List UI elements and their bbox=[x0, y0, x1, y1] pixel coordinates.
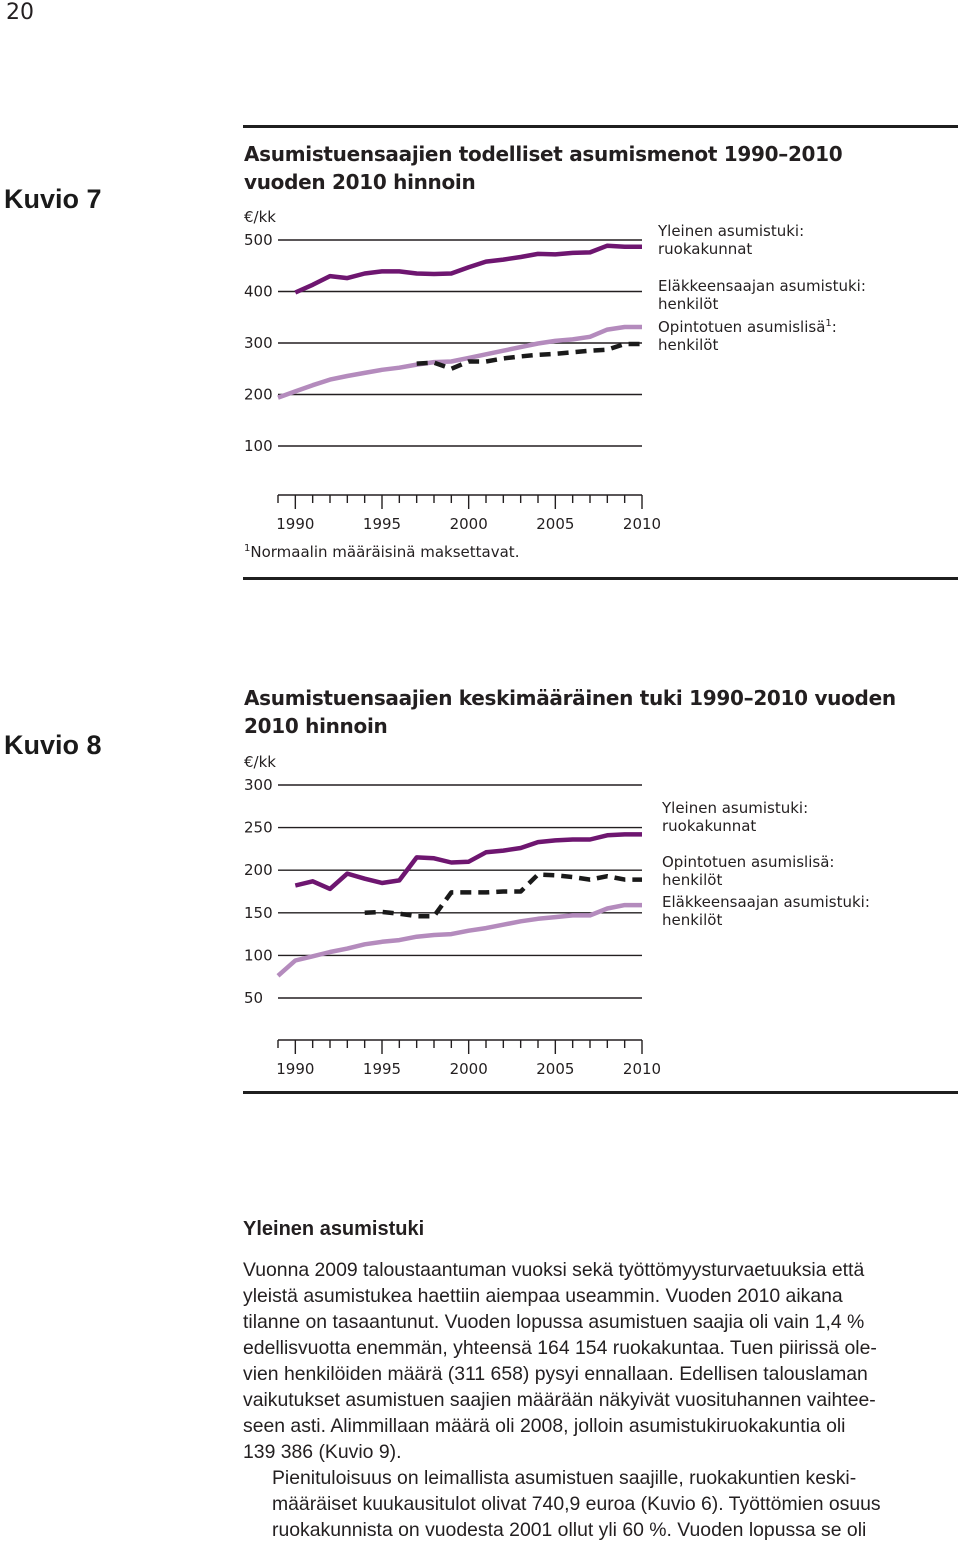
kuvio7-legend-elake-line2: henkilöt bbox=[658, 295, 719, 313]
footnote-marker: 1 bbox=[244, 543, 251, 554]
kuvio8-legend-elake-line2: henkilöt bbox=[662, 911, 723, 929]
y-tick-label: 200 bbox=[244, 861, 273, 880]
x-tick-label: 1990 bbox=[276, 515, 315, 533]
kuvio7-legend-elake-line1: Eläkkeensaajan asumistuki: bbox=[658, 277, 866, 295]
y-tick-label: 100 bbox=[244, 946, 273, 965]
kuvio7-legend-yleinen-line2: ruokakunnat bbox=[658, 240, 753, 258]
kuvio7-legend-opinto-line2: henkilöt bbox=[658, 336, 719, 354]
body-line: ruokakunnista on vuodesta 2001 ollut yli 60 %. Vuoden lopussa se oli bbox=[272, 1519, 867, 1541]
x-tick-label: 2010 bbox=[622, 1060, 662, 1078]
kuvio8-y-unit-label: €/kk bbox=[244, 753, 276, 771]
y-tick-label: 500 bbox=[244, 231, 273, 249]
body-line: vaikutukset asumistuen saajien määrään näkyivät vuosituhannen vaihtee- bbox=[243, 1389, 876, 1411]
kuvio8-x-axis bbox=[276, 1040, 661, 1078]
body-paragraph-2 bbox=[243, 1465, 943, 1543]
kuvio8-label: Kuvio 8 bbox=[4, 730, 102, 760]
y-tick-label: 300 bbox=[244, 334, 273, 352]
body-line: vien henkilöiden määrä (311 658) pysyi ennallaan. Edellisen talouslaman bbox=[243, 1363, 868, 1385]
footnote-text: Normaalin määräisinä maksettavat. bbox=[250, 543, 520, 561]
body-line: yleistä asumistukea haettiin aiempaa useammin. Vuoden 2010 aikana bbox=[243, 1285, 843, 1307]
kuvio8-legend-opinto-line2: henkilöt bbox=[662, 871, 723, 889]
kuvio8-bottom-rule bbox=[243, 1091, 958, 1094]
body-line: edellisvuotta enemmän, yhteensä 164 154 ruokakuntaa. Tuen piirissä ole- bbox=[243, 1337, 877, 1359]
kuvio8-title-line2: 2010 hinnoin bbox=[244, 714, 388, 738]
y-tick-label: 250 bbox=[244, 818, 273, 837]
page-number: 20 bbox=[6, 0, 34, 25]
y-tick-label: 50 bbox=[244, 989, 264, 1007]
kuvio7-title-line2: vuoden 2010 hinnoin bbox=[244, 170, 476, 194]
x-tick-label: 2000 bbox=[449, 1060, 488, 1078]
y-tick-label: 200 bbox=[244, 385, 273, 404]
x-tick-label: 2005 bbox=[536, 515, 575, 533]
x-tick-label: 1995 bbox=[362, 515, 402, 533]
kuvio8-legend-opinto-line1: Opintotuen asumislisä: bbox=[662, 853, 835, 871]
kuvio8-legend bbox=[661, 799, 870, 929]
kuvio8-legend-yleinen-line2: ruokakunnat bbox=[662, 817, 757, 835]
y-tick-label: 150 bbox=[244, 903, 273, 922]
kuvio7-legend-opinto-line1: Opintotuen asumislisä$^1$: bbox=[658, 318, 837, 336]
kuvio7-y-unit-label: €/kk bbox=[244, 208, 276, 226]
y-tick-label: 100 bbox=[244, 437, 273, 455]
series-line-3 bbox=[278, 905, 642, 976]
x-tick-label: 2005 bbox=[536, 1060, 575, 1078]
kuvio8-legend-elake-line1: Eläkkeensaajan asumistuki: bbox=[662, 893, 870, 911]
body-line: määräiset kuukausitulot olivat 740,9 euroa (Kuvio 6). Työttömien osuus bbox=[272, 1493, 881, 1515]
y-tick-label: 300 bbox=[244, 776, 273, 794]
body-text bbox=[243, 1257, 943, 1543]
section-heading: Yleinen asumistuki bbox=[243, 1218, 425, 1240]
x-tick-label: 2000 bbox=[449, 515, 488, 533]
kuvio8-title-line1: Asumistuensaajien keskimääräinen tuki 1990–2010 vuoden bbox=[244, 686, 896, 710]
kuvio7-label: Kuvio 7 bbox=[4, 184, 102, 214]
body-line: 139 386 (Kuvio 9). bbox=[243, 1441, 402, 1463]
x-tick-label: 2010 bbox=[622, 515, 662, 533]
y-tick-label: 400 bbox=[244, 282, 273, 301]
x-tick-label: 1995 bbox=[362, 1060, 402, 1078]
body-line: seen asti. Alimmillaan määrä oli 2008, jolloin asumistukiruokakuntia oli bbox=[243, 1415, 846, 1437]
x-tick-label: 1990 bbox=[276, 1060, 315, 1078]
body-line: Vuonna 2009 taloustaantuman vuoksi sekä työttömyysturvaetuuksia että bbox=[243, 1259, 865, 1281]
kuvio7-title-line1: Asumistuensaajien todelliset asumismenot 1990–2010 bbox=[244, 142, 843, 166]
body-line: Pienituloisuus on leimallista asumistuen saajille, ruokakuntien keski- bbox=[272, 1467, 857, 1489]
kuvio8-gridlines bbox=[244, 776, 642, 1007]
body-line: tilanne on tasaantunut. Vuoden lopussa asumistuen saajia oli vain 1,4 % bbox=[243, 1311, 865, 1333]
kuvio8-series bbox=[278, 834, 642, 975]
kuvio8-legend-yleinen-line1: Yleinen asumistuki: bbox=[662, 799, 809, 817]
kuvio7-legend-yleinen-line1: Yleinen asumistuki: bbox=[658, 222, 805, 240]
body-paragraph-1 bbox=[243, 1257, 943, 1465]
